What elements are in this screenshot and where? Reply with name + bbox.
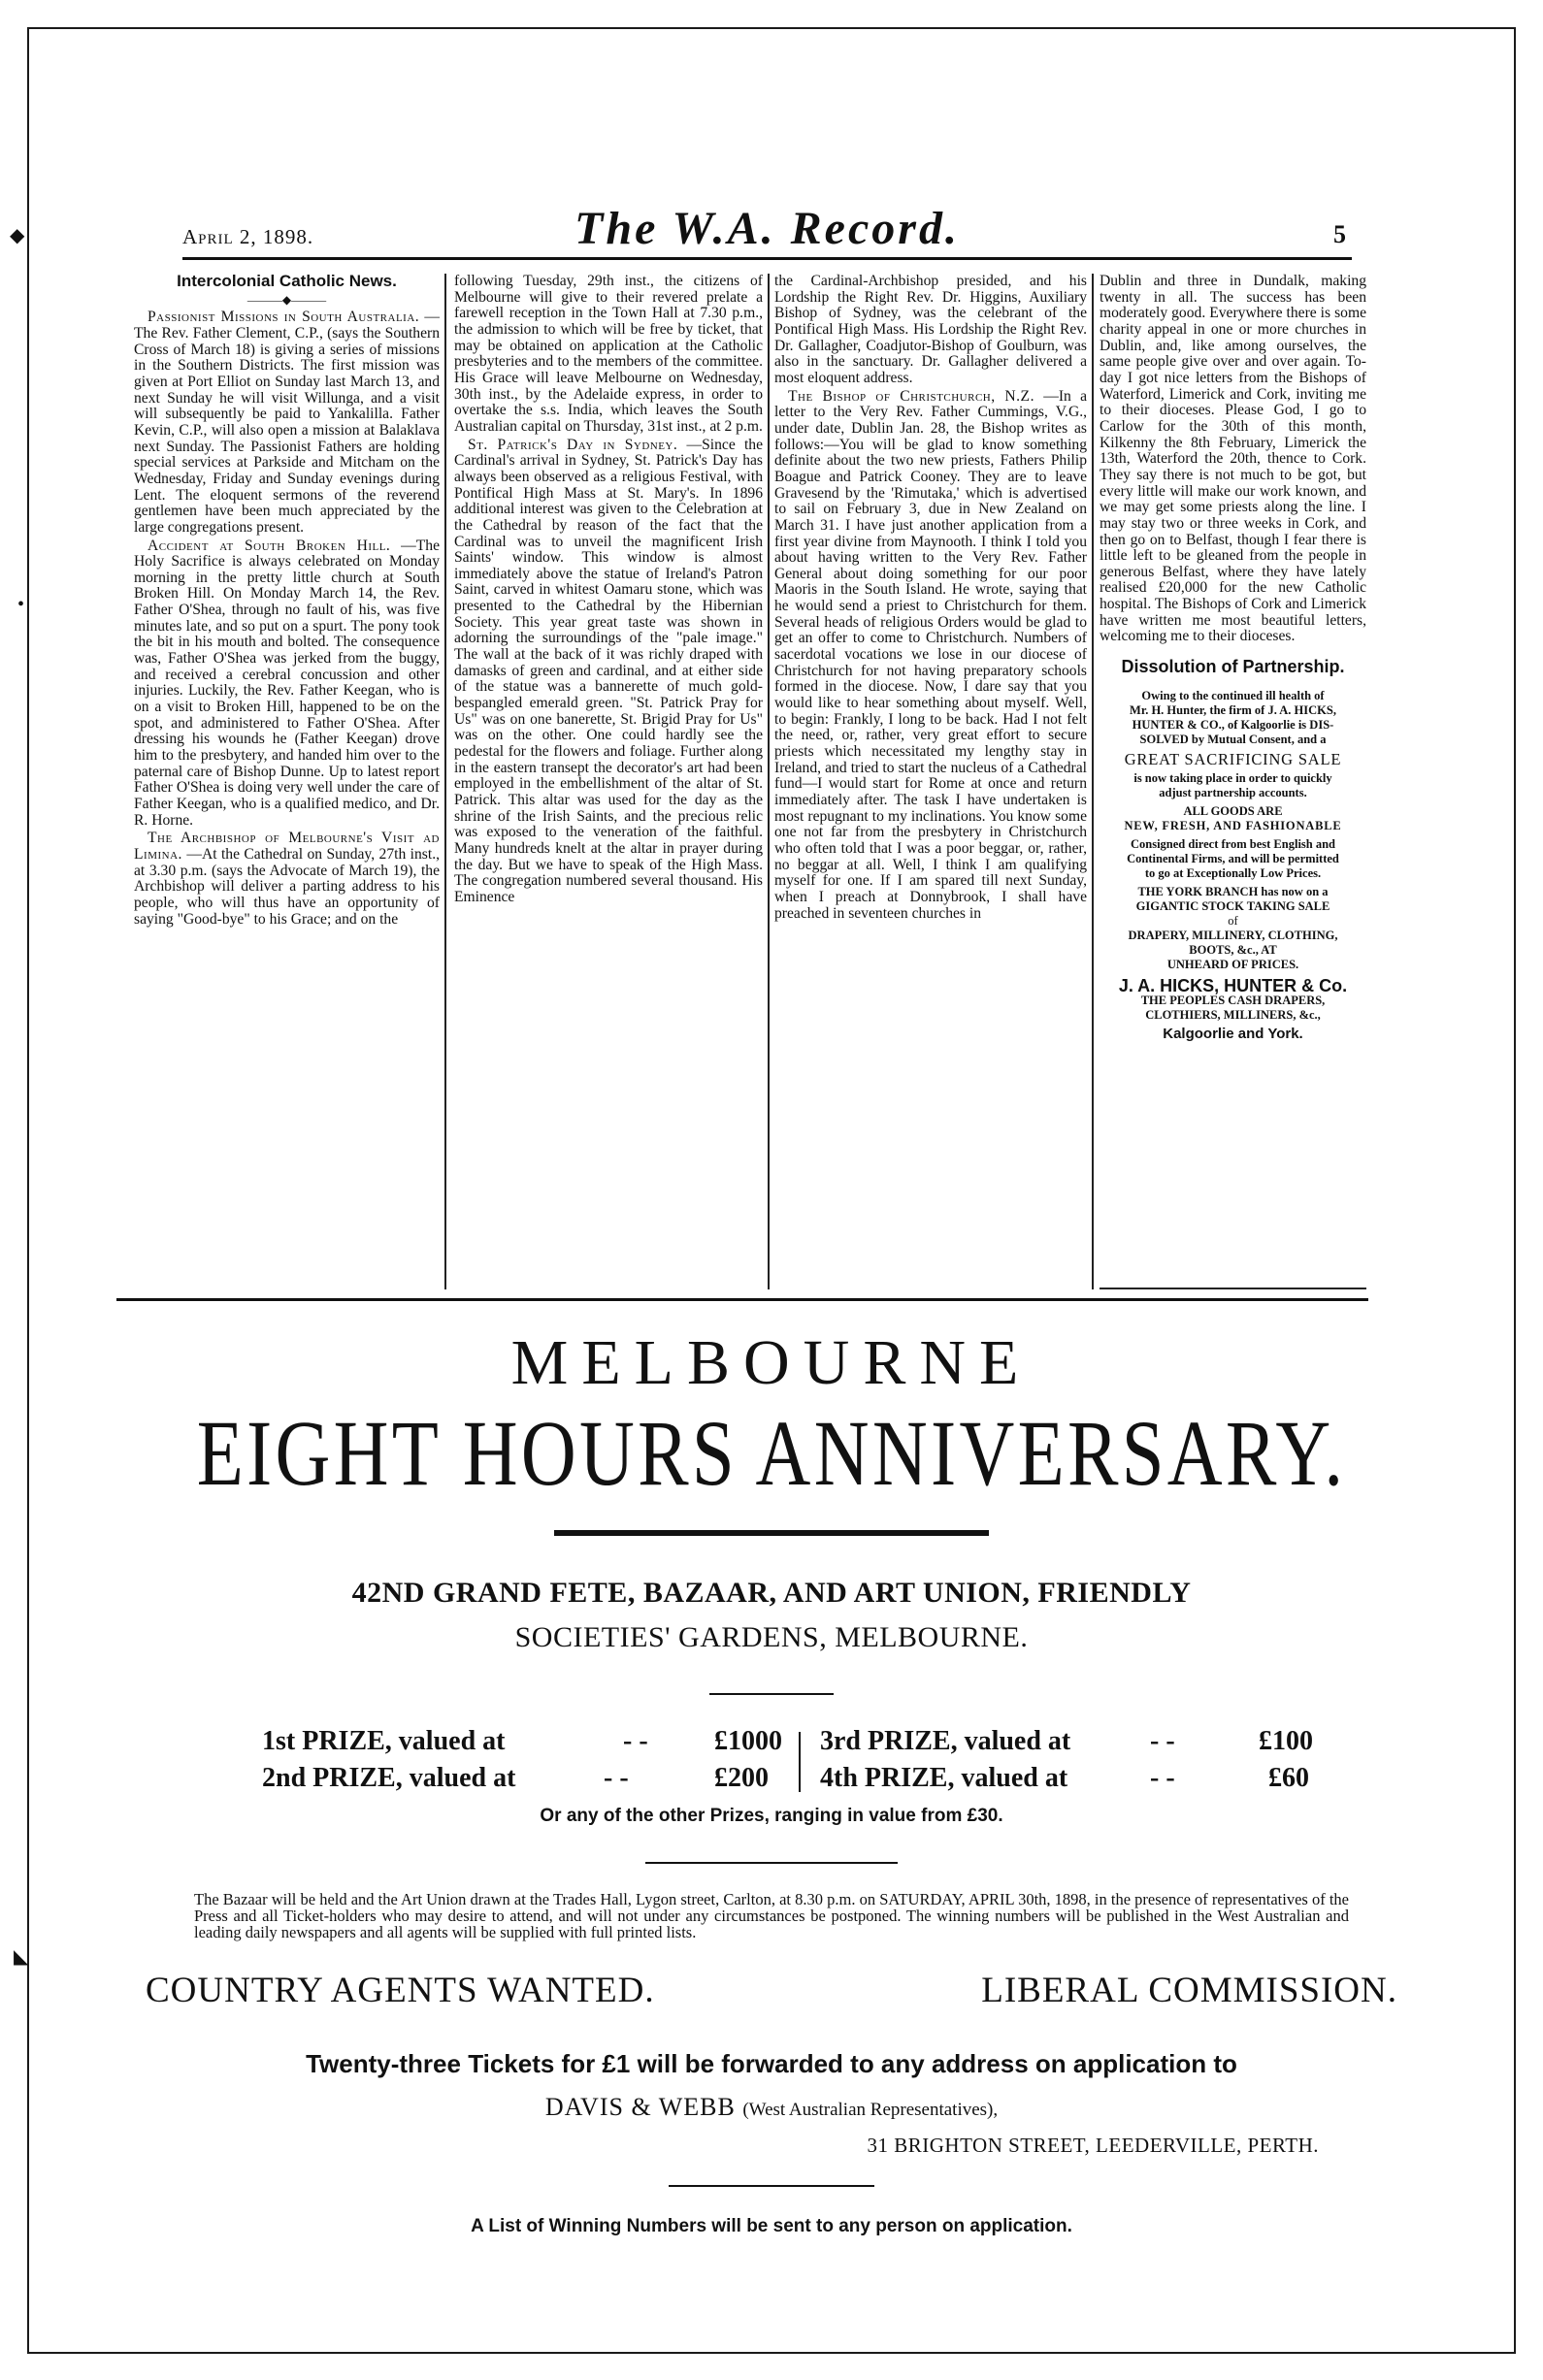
advert-line: ALL GOODS ARE bbox=[1183, 803, 1283, 818]
prize-label: 2nd PRIZE, valued at bbox=[262, 1763, 516, 1793]
prize-label: 4th PRIZE, valued at bbox=[820, 1763, 1068, 1793]
column-divider bbox=[1092, 274, 1094, 1289]
agents-wanted: COUNTRY AGENTS WANTED. bbox=[146, 1971, 655, 2010]
liberal-commission: LIBERAL COMMISSION. bbox=[981, 1971, 1397, 2010]
thick-rule bbox=[554, 1530, 989, 1536]
advert-line: NEW, FRESH, AND FASHIONABLE bbox=[1124, 818, 1342, 832]
fete-line: SOCIETIES' GARDENS, MELBOURNE. bbox=[514, 1621, 1029, 1653]
article-text: —The Holy Sacrifice is always celebrated on Monday morning in the pretty little church at South Broken Hill. On Monday March 14, the Rev. Father O'Shea, through no fault of his, was five minutes late, and so put on a spurt. The pony took the bit in his mouth and bolted. The consequence was, Father O'Shea was jerked from the buggy, and received a cerebral concussion and other injuries. Luckily, the Rev. Father Keegan, who is on a visit to Broken Hill, happened to be on the spot, and administered to Father O'Shea. After dressing his wounds he (Father Keegan) drove him to the presbytery, and handed him over to the paternal care of Bishop Dunne. Up to latest report Father O'Shea is doing very well under the care of Father Keegan, who is a qualified medico, and Dr. R. Horne. bbox=[134, 537, 440, 829]
advert-line: adjust partnership accounts. bbox=[1159, 785, 1307, 799]
prize-amount: £200 bbox=[714, 1763, 769, 1793]
margin-mark: ◆ bbox=[10, 225, 25, 246]
column-divider bbox=[444, 274, 446, 1289]
eight-hours-advert bbox=[0, 1315, 1543, 2237]
page-header bbox=[182, 198, 1352, 260]
other-prizes-note: Or any of the other Prizes, ranging in value from £30. bbox=[540, 1806, 1003, 1826]
advert-line: THE YORK BRANCH has now on a bbox=[1137, 884, 1329, 898]
agent-role: (West Australian Representatives), bbox=[742, 2100, 999, 2120]
column-3 bbox=[774, 274, 1087, 1289]
advert-rule bbox=[1100, 1288, 1366, 1289]
short-rule bbox=[709, 1693, 834, 1695]
prize-amount: £60 bbox=[1268, 1763, 1309, 1793]
article-paragraph: the Cardinal-Archbishop presided, and his Lordship the Right Rev. Dr. Higgins, Auxiliary Bishop of Sydney, was the celebrant of the Pontifical High Mass. His Lordship the Right Rev. Dr. Gallagher, Coadjutor-Bishop of Goulburn, was also in the sanctuary. Dr. Gallagher delivered a most eloquent address. bbox=[774, 274, 1087, 386]
column-1 bbox=[134, 274, 440, 1289]
article-text: — The Rev. Father Clement, C.P., (says the Southern Cross of March 18) is giving a series of missions in the Southern Districts. The first mission was given at Port Elliot on Sunday last March 13, and next Sunday he will visit Willunga, and a visit will subsequently be paid to Yankalilla. Father Kevin, C.P., will also open a mission at Balaklava next Sunday. The Passionist Fathers are holding special services at Parkside and Mitcham on the Wednesday, Friday and Sunday evenings during Lent. The eloquent sermons of the reverend gentlemen have been much appreciated by the large congregations present. bbox=[134, 309, 440, 536]
article-text: —Since the Cardinal's arrival in Sydney, St. Patrick's Day has always been observed as a religious Festival, with Pontifical High Mass at St. Mary's. In 1896 additional interest was given to the Celebration at the Cathedral by reason of the fact that the Cardinal was to unveil the magnificent Irish Saints' window. This window is almost immediately above the statue of Ireland's Patron Saint, carved in whitest Oamaru stone, which was presented to the Cathedral by the Hibernian Society. This year great taste was shown in adorning the surroundings of the "pale image." The wall at the back of it was richly draped with damasks of green and cardinal, and at either side of the statue was a bannerette of much gold-bespangled emerald green. "St. Patrick Pray for Us" was on one banerette, St. Brigid Pray for Us" was on the other. One could hardly see the pedestal for the flowers and foliage. Further along in the eastern transept the decorator's art had been employed in the embellishment of the altar of St. Patrick. This altar was used for the day as the shrine of the Irish Saints, and the precious relic was exposed to the veneration of the faithful. Many hundreds knelt at the altar in prayer during the day. But we have to speak of the High Mass. The congregation numbered several thousand. His Eminence bbox=[454, 436, 763, 905]
winning-list-note: A List of Winning Numbers will be sent to any person on application. bbox=[471, 2216, 1072, 2236]
margin-mark: ◣ bbox=[14, 1946, 29, 1968]
ornament: ———◆——— bbox=[246, 292, 327, 307]
column-2 bbox=[454, 274, 763, 1289]
prize-dashes: - - bbox=[1150, 1726, 1175, 1756]
article-head: St. Patrick's Day in Sydney. bbox=[468, 436, 678, 453]
advert-line: Continental Firms, and will be permitted bbox=[1127, 851, 1339, 865]
article-paragraph bbox=[774, 389, 1087, 923]
agent-address: 31 BRIGHTON STREET, LEEDERVILLE, PERTH. bbox=[867, 2134, 1319, 2157]
prize-amount: £1000 bbox=[714, 1726, 782, 1756]
section-divider bbox=[116, 1298, 1368, 1301]
fete-line: 42ND GRAND FETE, BAZAAR, AND ART UNION, FRIENDLY bbox=[351, 1577, 1192, 1609]
column-4 bbox=[1100, 274, 1366, 1289]
advert-line: GREAT SACRIFICING SALE bbox=[1124, 749, 1342, 768]
prize-amount: £100 bbox=[1259, 1726, 1313, 1756]
agent-name-line bbox=[0, 2093, 1543, 2122]
article-text: —At the Cathedral on Sunday, 27th inst., at 3.30 p.m. (says the Advocate of March 19), the Archbishop will deliver a parting address to his people, who will thus have an opportunity of saying "Good-bye" to his Grace; and on the bbox=[134, 845, 440, 928]
advert-headline: EIGHT HOURS ANNIVERSARY. bbox=[196, 1401, 1347, 1505]
article-paragraph: following Tuesday, 29th inst., the citizens of Melbourne will give to their revered prelate a farewell reception in the Town Hall at 7.30 p.m., the admission to which will be free by ticket, that may be obtained on application at the Catholic presbyteries and to the members of the committee. His Grace will leave Melbourne on Wednesday, 30th inst., by the Adelaide express, in order to overtake the s.s. India, which leaves the South Australian capital on Thursday, 31st inst., at 2 p.m. bbox=[454, 274, 763, 435]
advert-firm: J. A. HICKS, HUNTER & Co. bbox=[1118, 975, 1348, 995]
advert-line: UNHEARD OF PRICES. bbox=[1166, 957, 1299, 971]
issue-date: April 2, 1898. bbox=[182, 225, 314, 248]
advert-line: Consigned direct from best English and bbox=[1130, 836, 1336, 851]
prize-dashes: - - bbox=[1150, 1763, 1175, 1793]
prize-label: 1st PRIZE, valued at bbox=[262, 1726, 506, 1756]
article-text: —In a letter to the Very Rev. Father Cummings, V.G., under date, Dublin Jan. 28, the Bishop writes as follows:—You will be glad to know something definite about the two new priests, Fathers Philip Boague and Patrick Cooney. They are to leave Gravesend by the 'Rimutaka,' which is advertised to sail on February 3, due in New Zealand on March 31. I have just another application from a first year divine from Maynooth. I think I told you about having written to the Very Rev. Father General about doing something for our poor Maoris in the South Island. He wrote, saying that he would send a priest to Christchurch for them. Several heads of religious Orders would be glad to get an offer to come to Christchurch. Numbers of sacerdotal vocations we lose in our diocese of Christchurch for not having preparatory schools formed in the diocese. Now, I dare say that you would like to hear something about myself. Well, to begin: Frankly, I long to be back. Had I not felt the need, or, rather, very great effort to secure priests which necessitated my lengthy stay in Ireland, and tried to start the nucleus of a Cathedral fund—I would start for Rome at once and return immediately after. The task I have undertaken is most repugnant to my inclinations. You know some one not far from the presbytery in Christchurch who often told that I was a poor beggar, or, rather, no beggar at all. Well, I think I am qualifying myself for one. If I am spared till next Sunday, when I preach at Donnybrook, I shall have preached in seventeen churches in bbox=[774, 387, 1087, 922]
column-divider bbox=[768, 274, 770, 1289]
margin-mark: • bbox=[17, 594, 25, 615]
advert-line: of bbox=[1228, 913, 1238, 928]
advert-line: BOOTS, &c., AT bbox=[1189, 942, 1277, 957]
advert-line: Owing to the continued ill health of bbox=[1141, 688, 1325, 702]
article-head: The Archbishop of Melbourne's Visit ad Limina. bbox=[134, 830, 440, 863]
article-paragraph bbox=[134, 538, 440, 830]
tickets-offer: Twenty-three Tickets for £1 will be forwarded to any address on application to bbox=[306, 2049, 1237, 2078]
prize-dashes: - - bbox=[604, 1763, 629, 1793]
prize-label: 3rd PRIZE, valued at bbox=[820, 1726, 1071, 1756]
agent-name: DAVIS & WEBB bbox=[544, 2093, 736, 2121]
short-rule bbox=[645, 1862, 898, 1864]
advert-line: Mr. H. Hunter, the firm of J. A. HICKS, bbox=[1130, 702, 1336, 717]
agents-line bbox=[146, 1970, 1397, 2020]
article-head: The Bishop of Christchurch, N.Z. bbox=[788, 387, 1034, 405]
masthead-title: The W.A. Record. bbox=[575, 203, 960, 254]
short-rule bbox=[669, 2185, 874, 2187]
article-paragraph: Dublin and three in Dundalk, making twenty in all. The success has been moderately good. Everywhere there is some charity appeal in one or more churches in Dublin, and, like among ourselves, the same people give over and over again. To-day I got nice letters from the Bishops of Waterford, Limerick and Cork, inviting me to their dioceses. Please God, I go to Carlow for the 30th of this month, Kilkenny the 8th February, Limerick the 13th, Waterford the 20th, thence to Cork. They say there is not much to be got, but every little will make our work known, and we may get some priests along the line. I may stay two or three weeks in Cork, and then go on to Belfast, though I fear there is little left to be gleaned from the people in generous Belfast, where they have lately realised £20,000 for the new Catholic hospital. The Bishops of Cork and Limerick have written me most beautiful letters, welcoming me to their dioceses. bbox=[1100, 274, 1366, 645]
article-head: Passionist Missions in South Australia. bbox=[148, 309, 420, 326]
advert-title: Dissolution of Partnership. bbox=[1121, 657, 1345, 677]
advert-line: DRAPERY, MILLINERY, CLOTHING, bbox=[1128, 928, 1338, 942]
article-head: Accident at South Broken Hill. bbox=[148, 537, 391, 554]
advert-line: THE PEOPLES CASH DRAPERS, bbox=[1140, 994, 1326, 1008]
advert-town: Kalgoorlie and York. bbox=[1163, 1026, 1303, 1043]
advert-line: SOLVED by Mutual Consent, and a bbox=[1139, 732, 1327, 746]
section-heading: Intercolonial Catholic News. bbox=[177, 274, 397, 290]
article-paragraph bbox=[454, 438, 763, 906]
page-number: 5 bbox=[1333, 220, 1346, 248]
prize-list bbox=[209, 1726, 1334, 1796]
advert-kicker: MELBOURNE bbox=[510, 1327, 1033, 1398]
article-paragraph bbox=[134, 831, 440, 928]
advert-line: CLOTHIERS, MILLINERS, &c., bbox=[1145, 1008, 1321, 1023]
partnership-advert bbox=[1100, 659, 1366, 1043]
advert-line: is now taking place in order to quickly bbox=[1133, 770, 1332, 785]
advert-line: HUNTER & CO., of Kalgoorlie is DIS- bbox=[1132, 717, 1334, 732]
prize-dashes: - - bbox=[623, 1726, 648, 1756]
advert-line: to go at Exceptionally Low Prices. bbox=[1144, 865, 1322, 880]
article-columns bbox=[134, 274, 1366, 1289]
bazaar-details: The Bazaar will be held and the Art Union drawn at the Trades Hall, Lygon street, Carlton, at 8.30 p.m. on SATURDAY, APRIL 30th, 1898, in the presence of representatives of the Press and all Ticket-holders who may desire to attend, and will not under any circumstances be postponed. The winning numbers will be published in the West Australian and leading daily newspapers and all agents will be supplied with full printed lists. bbox=[194, 1890, 1349, 1941]
prize-divider bbox=[799, 1732, 801, 1792]
article-paragraph bbox=[134, 310, 440, 536]
advert-line: GIGANTIC STOCK TAKING SALE bbox=[1135, 898, 1330, 913]
